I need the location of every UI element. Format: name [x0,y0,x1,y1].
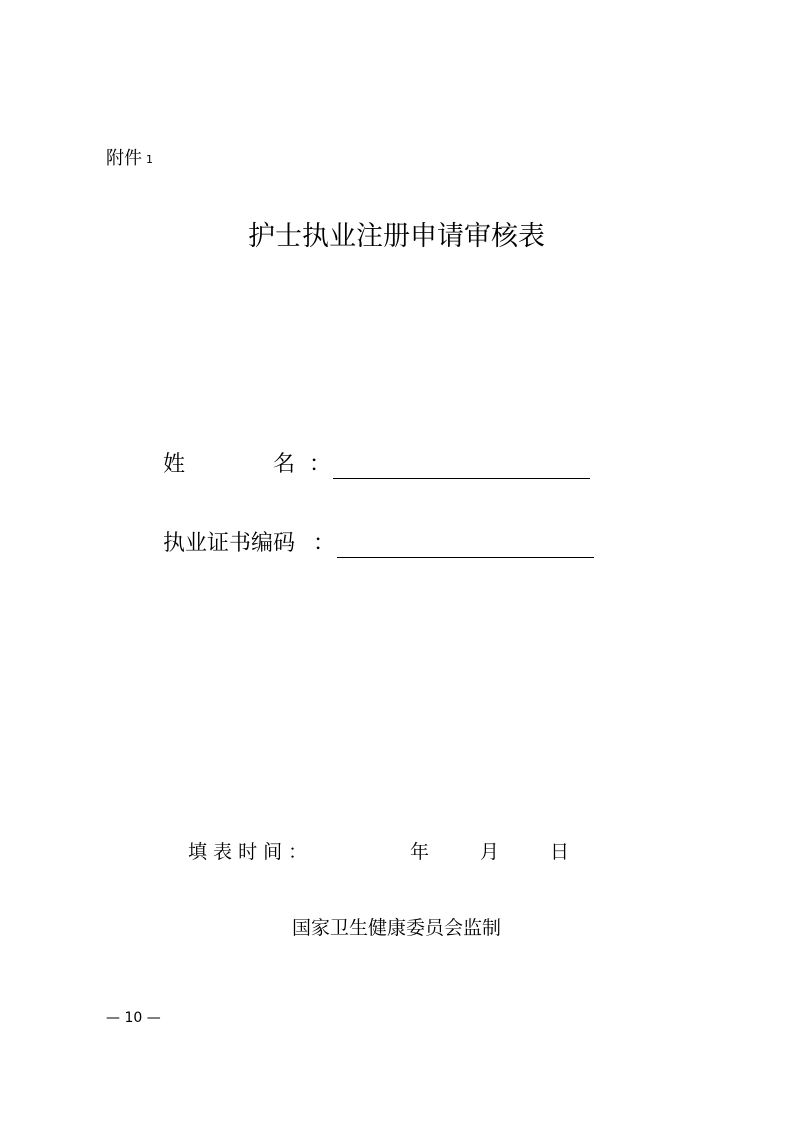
name-colon: ： [309,452,332,477]
name-row [163,452,603,486]
certificate-label: 执业证书编码 [163,531,296,556]
name-label-last: 名 [273,452,296,477]
fill-date-label: 填 表 时 间 ： [188,841,308,863]
document-title: 护士执业注册申请审核表 [248,221,545,252]
name-label-first: 姓 [163,452,186,477]
fill-date-row [0,843,793,873]
name-field[interactable] [333,478,590,479]
attachment-label [106,150,153,168]
month-label: 月 [480,841,500,863]
attachment-number: 1 [146,153,153,166]
year-label: 年 [410,841,430,863]
certificate-number-field[interactable] [337,557,594,558]
page-number: — 10 — [106,1010,161,1026]
day-label: 日 [550,841,570,863]
certificate-colon: ： [313,531,336,556]
certificate-row [163,531,603,565]
issuer-text: 国家卫生健康委员会监制 [291,917,501,939]
attachment-text: 附件 [106,148,142,169]
